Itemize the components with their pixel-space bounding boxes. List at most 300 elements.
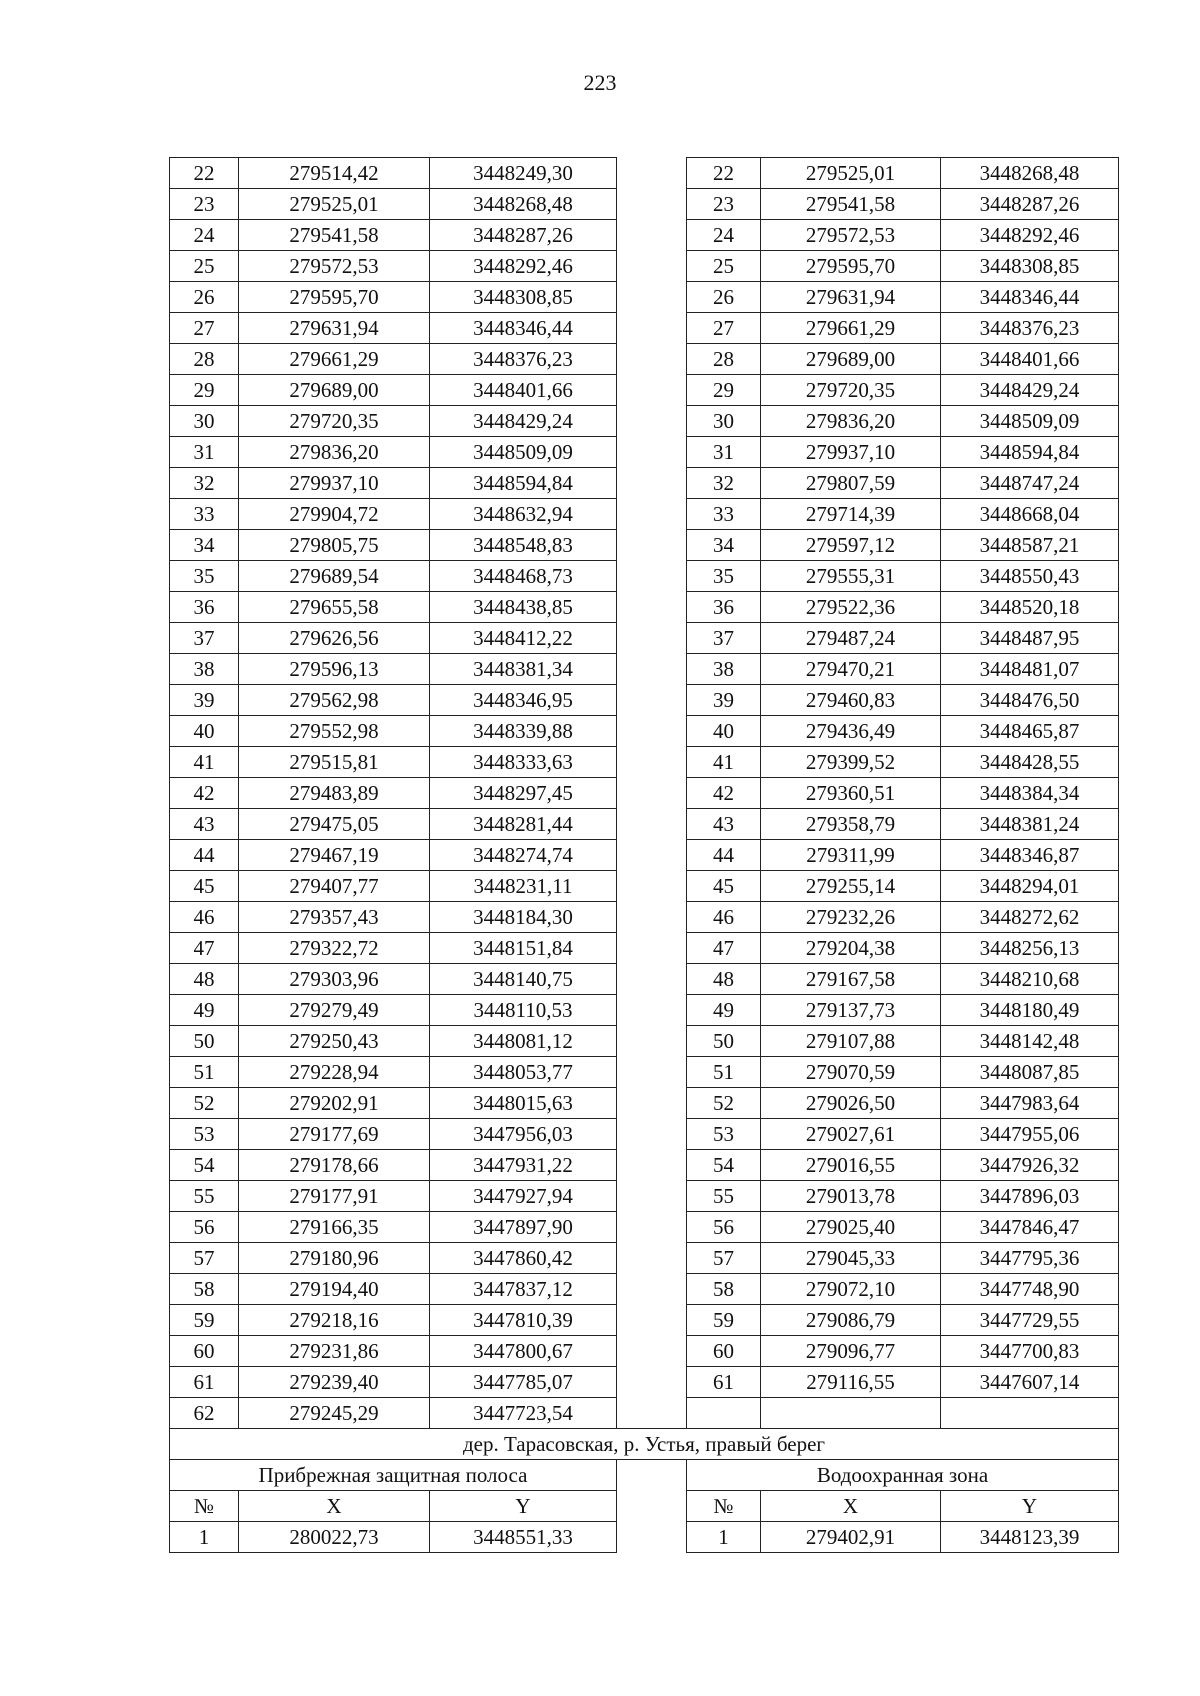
right-y-value: 3448292,46 — [941, 220, 1119, 251]
right-x-value: 279070,59 — [761, 1057, 941, 1088]
column-gap — [617, 654, 687, 685]
right-x-value: 279026,50 — [761, 1088, 941, 1119]
right-point-number: 31 — [687, 437, 761, 468]
right-x-value: 279402,91 — [761, 1522, 941, 1553]
right-point-number: 44 — [687, 840, 761, 871]
column-gap — [617, 840, 687, 871]
left-point-number: 25 — [170, 251, 239, 282]
column-gap — [617, 1119, 687, 1150]
left-x-value: 279515,81 — [239, 747, 430, 778]
right-x-value: 279555,31 — [761, 561, 941, 592]
right-x-value: 279072,10 — [761, 1274, 941, 1305]
left-y-value: 3447956,03 — [430, 1119, 617, 1150]
left-y-value: 3448281,44 — [430, 809, 617, 840]
column-gap — [617, 933, 687, 964]
column-gap — [617, 375, 687, 406]
column-gap — [617, 1243, 687, 1274]
left-y-value: 3448081,12 — [430, 1026, 617, 1057]
right-point-number: 49 — [687, 995, 761, 1026]
right-y-value: 3448428,55 — [941, 747, 1119, 778]
coordinates-rows — [170, 158, 1119, 1429]
right-section-title: Водоохранная зона — [687, 1460, 1119, 1491]
left-x-value: 279178,66 — [239, 1150, 430, 1181]
right-point-number: 53 — [687, 1119, 761, 1150]
table-row — [170, 840, 1119, 871]
left-y-value: 3448381,34 — [430, 654, 617, 685]
table-row — [170, 1367, 1119, 1398]
right-x-value: 279572,53 — [761, 220, 941, 251]
right-point-number: 35 — [687, 561, 761, 592]
right-x-value: 279045,33 — [761, 1243, 941, 1274]
table-row — [170, 499, 1119, 530]
right-y-value: 3447926,32 — [941, 1150, 1119, 1181]
left-x-value: 279228,94 — [239, 1057, 430, 1088]
column-gap — [617, 716, 687, 747]
right-point-number: 24 — [687, 220, 761, 251]
left-x-value: 279177,69 — [239, 1119, 430, 1150]
table-row — [170, 1398, 1119, 1429]
left-section-title: Прибрежная защитная полоса — [170, 1460, 617, 1491]
right-point-number: 39 — [687, 685, 761, 716]
column-gap — [617, 809, 687, 840]
right-point-number: 25 — [687, 251, 761, 282]
column-gap — [617, 871, 687, 902]
right-y-value: 3448509,09 — [941, 406, 1119, 437]
left-y-value: 3448015,63 — [430, 1088, 617, 1119]
right-x-value: 279025,40 — [761, 1212, 941, 1243]
table-row — [170, 1119, 1119, 1150]
right-y-value — [941, 1398, 1119, 1429]
right-x-value: 279013,78 — [761, 1181, 941, 1212]
left-y-value: 3448401,66 — [430, 375, 617, 406]
column-gap — [617, 1088, 687, 1119]
right-x-value: 279311,99 — [761, 840, 941, 871]
section-data-row — [170, 1522, 1119, 1553]
right-x-value: 279541,58 — [761, 189, 941, 220]
table-row — [170, 902, 1119, 933]
right-y-value: 3447983,64 — [941, 1088, 1119, 1119]
table-row — [170, 1150, 1119, 1181]
left-point-number: 47 — [170, 933, 239, 964]
right-x-value: 279255,14 — [761, 871, 941, 902]
left-y-value: 3447927,94 — [430, 1181, 617, 1212]
right-x-value: 279107,88 — [761, 1026, 941, 1057]
left-x-value: 279836,20 — [239, 437, 430, 468]
left-x-value: 279805,75 — [239, 530, 430, 561]
table-row — [170, 468, 1119, 499]
left-y-value: 3448231,11 — [430, 871, 617, 902]
table-row — [170, 1305, 1119, 1336]
left-y-value: 3448140,75 — [430, 964, 617, 995]
left-y-value: 3448548,83 — [430, 530, 617, 561]
column-gap — [617, 530, 687, 561]
left-point-number: 45 — [170, 871, 239, 902]
right-x-value: 279487,24 — [761, 623, 941, 654]
right-y-value: 3448384,34 — [941, 778, 1119, 809]
right-y-value: 3448476,50 — [941, 685, 1119, 716]
right-col-num-header: № — [687, 1491, 761, 1522]
right-y-value: 3448180,49 — [941, 995, 1119, 1026]
left-y-value: 3448292,46 — [430, 251, 617, 282]
table-row — [170, 1274, 1119, 1305]
left-point-number: 27 — [170, 313, 239, 344]
column-gap — [617, 623, 687, 654]
table-row — [170, 437, 1119, 468]
left-y-value: 3448297,45 — [430, 778, 617, 809]
right-point-number: 57 — [687, 1243, 761, 1274]
right-x-value: 279522,36 — [761, 592, 941, 623]
left-x-value: 279655,58 — [239, 592, 430, 623]
left-point-number: 44 — [170, 840, 239, 871]
right-x-value: 279204,38 — [761, 933, 941, 964]
right-point-number: 58 — [687, 1274, 761, 1305]
table-row — [170, 251, 1119, 282]
table-row — [170, 747, 1119, 778]
left-point-number: 33 — [170, 499, 239, 530]
right-y-value: 3447955,06 — [941, 1119, 1119, 1150]
right-x-value: 279027,61 — [761, 1119, 941, 1150]
left-x-value: 279689,00 — [239, 375, 430, 406]
right-x-value: 279836,20 — [761, 406, 941, 437]
left-point-number: 59 — [170, 1305, 239, 1336]
right-x-value: 279807,59 — [761, 468, 941, 499]
coordinates-table — [169, 157, 1119, 1553]
left-point-number: 35 — [170, 561, 239, 592]
left-x-value: 279720,35 — [239, 406, 430, 437]
left-point-number: 29 — [170, 375, 239, 406]
right-y-value: 3448520,18 — [941, 592, 1119, 623]
right-y-value: 3448381,24 — [941, 809, 1119, 840]
column-gap — [617, 685, 687, 716]
right-x-value: 279358,79 — [761, 809, 941, 840]
table-row — [170, 654, 1119, 685]
column-gap — [617, 1212, 687, 1243]
left-point-number: 43 — [170, 809, 239, 840]
right-point-number: 26 — [687, 282, 761, 313]
column-gap — [617, 592, 687, 623]
right-y-value: 3448429,24 — [941, 375, 1119, 406]
column-gap — [617, 778, 687, 809]
column-gap — [617, 499, 687, 530]
column-gap — [617, 220, 687, 251]
left-y-value: 3448184,30 — [430, 902, 617, 933]
table-row — [170, 1026, 1119, 1057]
left-x-value: 279245,29 — [239, 1398, 430, 1429]
left-x-value: 279937,10 — [239, 468, 430, 499]
right-y-value: 3448287,26 — [941, 189, 1119, 220]
left-point-number: 58 — [170, 1274, 239, 1305]
left-point-number: 24 — [170, 220, 239, 251]
column-gap — [617, 1305, 687, 1336]
left-y-value: 3448468,73 — [430, 561, 617, 592]
left-y-value: 3447860,42 — [430, 1243, 617, 1274]
right-point-number: 45 — [687, 871, 761, 902]
column-gap — [617, 1274, 687, 1305]
right-y-value: 3448376,23 — [941, 313, 1119, 344]
right-x-value: 279470,21 — [761, 654, 941, 685]
column-gap — [617, 561, 687, 592]
right-point-number: 36 — [687, 592, 761, 623]
right-point-number: 37 — [687, 623, 761, 654]
left-point-number: 22 — [170, 158, 239, 189]
right-x-value: 279086,79 — [761, 1305, 941, 1336]
right-y-value: 3448142,48 — [941, 1026, 1119, 1057]
left-x-value: 279661,29 — [239, 344, 430, 375]
left-y-value: 3447897,90 — [430, 1212, 617, 1243]
left-y-value: 3447837,12 — [430, 1274, 617, 1305]
left-x-value: 279467,19 — [239, 840, 430, 871]
left-x-value: 279631,94 — [239, 313, 430, 344]
left-y-value: 3448509,09 — [430, 437, 617, 468]
left-y-value: 3448376,23 — [430, 344, 617, 375]
right-y-value: 3447607,14 — [941, 1367, 1119, 1398]
left-point-number: 30 — [170, 406, 239, 437]
table-row — [170, 716, 1119, 747]
right-y-value: 3448294,01 — [941, 871, 1119, 902]
left-y-value: 3448412,22 — [430, 623, 617, 654]
right-y-value: 3448268,48 — [941, 158, 1119, 189]
right-x-value: 279399,52 — [761, 747, 941, 778]
right-point-number: 55 — [687, 1181, 761, 1212]
right-point-number: 60 — [687, 1336, 761, 1367]
table-row — [170, 964, 1119, 995]
right-x-value: 279937,10 — [761, 437, 941, 468]
right-col-x-header: X — [761, 1491, 941, 1522]
column-gap — [617, 1150, 687, 1181]
table-row — [170, 313, 1119, 344]
table-row — [170, 1181, 1119, 1212]
left-y-value: 3448274,74 — [430, 840, 617, 871]
left-y-value: 3448308,85 — [430, 282, 617, 313]
right-y-value: 3447700,83 — [941, 1336, 1119, 1367]
right-y-value: 3448087,85 — [941, 1057, 1119, 1088]
right-point-number: 43 — [687, 809, 761, 840]
right-x-value: 279232,26 — [761, 902, 941, 933]
right-point-number: 51 — [687, 1057, 761, 1088]
right-point-number: 54 — [687, 1150, 761, 1181]
left-y-value: 3448551,33 — [430, 1522, 617, 1553]
column-gap — [617, 189, 687, 220]
right-y-value: 3448481,07 — [941, 654, 1119, 685]
left-x-value: 279407,77 — [239, 871, 430, 902]
column-gap — [617, 1398, 687, 1429]
left-x-value: 280022,73 — [239, 1522, 430, 1553]
left-x-value: 279541,58 — [239, 220, 430, 251]
left-point-number: 51 — [170, 1057, 239, 1088]
left-point-number: 53 — [170, 1119, 239, 1150]
column-gap — [617, 1026, 687, 1057]
right-x-value: 279631,94 — [761, 282, 941, 313]
right-y-value: 3447748,90 — [941, 1274, 1119, 1305]
right-x-value: 279096,77 — [761, 1336, 941, 1367]
table-row — [170, 778, 1119, 809]
table-row — [170, 1336, 1119, 1367]
left-x-value: 279250,43 — [239, 1026, 430, 1057]
table-row — [170, 158, 1119, 189]
left-point-number: 41 — [170, 747, 239, 778]
left-y-value: 3448339,88 — [430, 716, 617, 747]
left-x-value: 279595,70 — [239, 282, 430, 313]
left-x-value: 279514,42 — [239, 158, 430, 189]
table-row — [170, 189, 1119, 220]
left-y-value: 3448429,24 — [430, 406, 617, 437]
left-x-value: 279180,96 — [239, 1243, 430, 1274]
left-x-value: 279525,01 — [239, 189, 430, 220]
left-point-number: 37 — [170, 623, 239, 654]
left-y-value: 3447723,54 — [430, 1398, 617, 1429]
right-y-value: 3448550,43 — [941, 561, 1119, 592]
right-x-value — [761, 1398, 941, 1429]
right-y-value: 3448487,95 — [941, 623, 1119, 654]
right-y-value: 3448210,68 — [941, 964, 1119, 995]
left-point-number: 54 — [170, 1150, 239, 1181]
right-x-value: 279116,55 — [761, 1367, 941, 1398]
column-gap — [617, 282, 687, 313]
left-point-number: 26 — [170, 282, 239, 313]
column-gap — [617, 468, 687, 499]
right-x-value: 279597,12 — [761, 530, 941, 561]
left-x-value: 279194,40 — [239, 1274, 430, 1305]
left-col-num-header: № — [170, 1491, 239, 1522]
right-x-value: 279167,58 — [761, 964, 941, 995]
right-point-number: 34 — [687, 530, 761, 561]
left-x-value: 279202,91 — [239, 1088, 430, 1119]
left-point-number: 28 — [170, 344, 239, 375]
right-y-value: 3448401,66 — [941, 344, 1119, 375]
right-col-y-header: Y — [941, 1491, 1119, 1522]
left-x-value: 279562,98 — [239, 685, 430, 716]
right-y-value: 3448587,21 — [941, 530, 1119, 561]
right-point-number: 1 — [687, 1522, 761, 1553]
right-point-number: 47 — [687, 933, 761, 964]
left-y-value: 3447810,39 — [430, 1305, 617, 1336]
column-gap — [617, 406, 687, 437]
table-row — [170, 561, 1119, 592]
left-point-number: 40 — [170, 716, 239, 747]
right-y-value: 3448346,87 — [941, 840, 1119, 871]
left-y-value: 3448346,44 — [430, 313, 617, 344]
section-block — [170, 1429, 1119, 1553]
left-point-number: 49 — [170, 995, 239, 1026]
column-gap — [617, 964, 687, 995]
page-number: 223 — [583, 70, 617, 95]
column-gap — [617, 313, 687, 344]
left-x-value: 279239,40 — [239, 1367, 430, 1398]
left-y-value: 3448268,48 — [430, 189, 617, 220]
right-point-number: 56 — [687, 1212, 761, 1243]
table-row — [170, 1212, 1119, 1243]
left-point-number: 56 — [170, 1212, 239, 1243]
table-row — [170, 685, 1119, 716]
right-x-value: 279137,73 — [761, 995, 941, 1026]
right-y-value: 3447846,47 — [941, 1212, 1119, 1243]
left-point-number: 38 — [170, 654, 239, 685]
left-point-number: 46 — [170, 902, 239, 933]
left-x-value: 279303,96 — [239, 964, 430, 995]
right-y-value: 3448256,13 — [941, 933, 1119, 964]
left-y-value: 3448632,94 — [430, 499, 617, 530]
right-point-number: 40 — [687, 716, 761, 747]
table-row — [170, 530, 1119, 561]
column-gap — [617, 747, 687, 778]
column-gap — [617, 1181, 687, 1212]
left-x-value: 279475,05 — [239, 809, 430, 840]
left-point-number: 50 — [170, 1026, 239, 1057]
right-y-value: 3448747,24 — [941, 468, 1119, 499]
right-point-number: 23 — [687, 189, 761, 220]
right-point-number: 28 — [687, 344, 761, 375]
right-y-value: 3448123,39 — [941, 1522, 1119, 1553]
column-gap — [617, 1336, 687, 1367]
left-x-value: 279596,13 — [239, 654, 430, 685]
column-gap — [617, 1057, 687, 1088]
left-point-number: 48 — [170, 964, 239, 995]
left-point-number: 34 — [170, 530, 239, 561]
table-row — [170, 1243, 1119, 1274]
left-x-value: 279231,86 — [239, 1336, 430, 1367]
column-gap — [617, 251, 687, 282]
left-y-value: 3447931,22 — [430, 1150, 617, 1181]
right-x-value: 279720,35 — [761, 375, 941, 406]
left-x-value: 279177,91 — [239, 1181, 430, 1212]
column-gap — [617, 437, 687, 468]
right-y-value: 3447795,36 — [941, 1243, 1119, 1274]
right-point-number: 33 — [687, 499, 761, 530]
left-x-value: 279166,35 — [239, 1212, 430, 1243]
left-point-number: 32 — [170, 468, 239, 499]
table-row — [170, 995, 1119, 1026]
right-x-value: 279714,39 — [761, 499, 941, 530]
column-gap — [617, 1367, 687, 1398]
left-point-number: 57 — [170, 1243, 239, 1274]
left-point-number: 23 — [170, 189, 239, 220]
left-y-value: 3448438,85 — [430, 592, 617, 623]
table-row — [170, 375, 1119, 406]
table-row — [170, 623, 1119, 654]
left-y-value: 3448053,77 — [430, 1057, 617, 1088]
right-point-number: 30 — [687, 406, 761, 437]
left-point-number: 42 — [170, 778, 239, 809]
table-row — [170, 406, 1119, 437]
left-y-value: 3447800,67 — [430, 1336, 617, 1367]
right-point-number: 46 — [687, 902, 761, 933]
left-y-value: 3448249,30 — [430, 158, 617, 189]
right-point-number: 27 — [687, 313, 761, 344]
left-point-number: 61 — [170, 1367, 239, 1398]
table-row — [170, 871, 1119, 902]
right-point-number: 59 — [687, 1305, 761, 1336]
right-point-number: 52 — [687, 1088, 761, 1119]
table-row — [170, 1057, 1119, 1088]
left-point-number: 1 — [170, 1522, 239, 1553]
left-x-value: 279572,53 — [239, 251, 430, 282]
right-point-number: 42 — [687, 778, 761, 809]
right-point-number: 29 — [687, 375, 761, 406]
right-y-value: 3448668,04 — [941, 499, 1119, 530]
right-x-value: 279460,83 — [761, 685, 941, 716]
column-gap — [617, 902, 687, 933]
column-gap — [617, 1460, 687, 1491]
left-col-x-header: X — [239, 1491, 430, 1522]
left-x-value: 279552,98 — [239, 716, 430, 747]
right-y-value: 3448272,62 — [941, 902, 1119, 933]
left-x-value: 279357,43 — [239, 902, 430, 933]
right-point-number: 22 — [687, 158, 761, 189]
section-title: дер. Тарасовская, р. Устья, правый берег — [170, 1429, 1119, 1460]
left-y-value: 3448333,63 — [430, 747, 617, 778]
right-y-value: 3448465,87 — [941, 716, 1119, 747]
right-x-value: 279525,01 — [761, 158, 941, 189]
